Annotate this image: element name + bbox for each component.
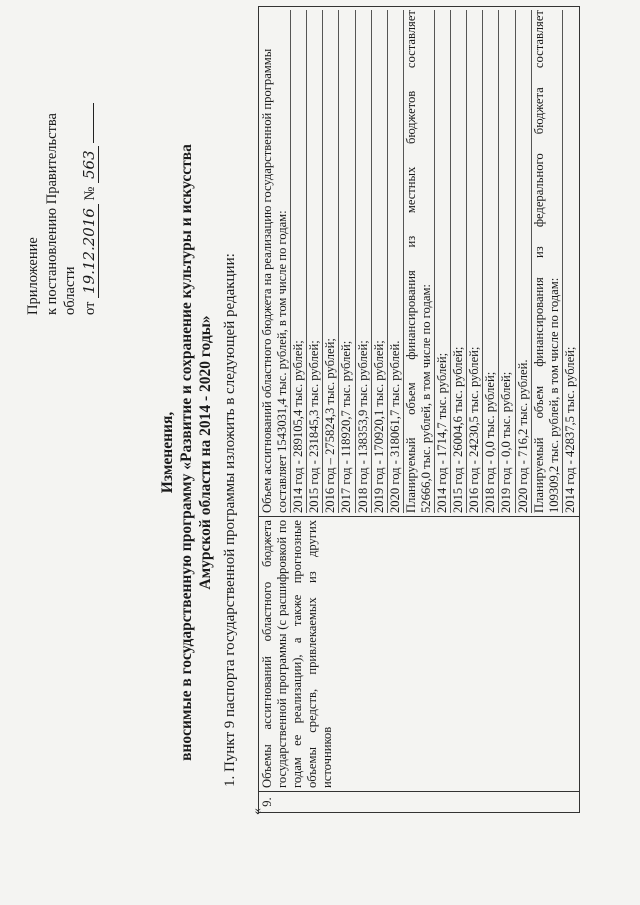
regional-intro-1: Объем ассигнований областного бюджета на реализацию государственной программы xyxy=(260,48,274,513)
date-prefix: от xyxy=(81,301,98,315)
appendix-line-3: области xyxy=(62,266,78,315)
local-year: 2016 год - 24230,5 тыс. рублей; xyxy=(466,10,482,513)
regional-year: 2018 год - 138353,9 тыс. рублей; xyxy=(355,10,371,513)
quote-mark: « xyxy=(250,808,265,815)
word: федерального xyxy=(531,153,546,228)
local-year: 2014 год - 1714,7 тыс. рублей; xyxy=(434,10,450,513)
word: местных xyxy=(403,166,418,214)
word: финансирования xyxy=(403,270,418,360)
word: объем xyxy=(403,382,418,415)
regional-year: 2014 год - 289105,4 тыс. рублей; xyxy=(290,10,306,513)
regional-year: 2020 год - 318061,7 тыс. рублей. xyxy=(387,10,403,513)
regional-year: 2015 год - 231845,3 тыс. рублей; xyxy=(306,10,322,513)
row-content xyxy=(259,7,580,517)
local-total: 52666,0 тыс. рублей, в том числе по годам: xyxy=(418,284,433,513)
document-title xyxy=(158,0,215,905)
regional-intro-2: составляет 1543031,4 тыс. рублей, в том числе по годам: xyxy=(275,210,290,513)
word: бюджета xyxy=(531,87,546,135)
local-year: 2019 год - 0,0 тыс. рублей; xyxy=(498,10,514,513)
appendix-date-line xyxy=(80,15,100,315)
appendix-line-2: к постановлению Правительства xyxy=(43,113,60,315)
table-row xyxy=(259,7,580,813)
handwritten-number: 563 xyxy=(80,146,99,183)
row-number: 9. xyxy=(259,792,580,813)
local-year: 2018 год - 0,0 тыс. рублей; xyxy=(482,10,498,513)
row-label: Объемы ассигнований областного бюджета государственной программы (с расшифровкой по годам ее реализации), а также прогнозные объемы средств, привлекаемых из других источников xyxy=(259,517,580,792)
word: бюджетов xyxy=(403,90,418,145)
federal-year: 2014 год - 42837,5 тыс. рублей; xyxy=(562,10,578,513)
word: составляет xyxy=(531,10,546,69)
appendix-line-1: Приложение xyxy=(25,237,41,315)
federal-intro xyxy=(531,10,547,513)
regional-year: 2019 год - 170920,1 тыс. рублей; xyxy=(371,10,387,513)
word: объем xyxy=(531,385,546,419)
number-underline xyxy=(93,103,94,143)
appendix-block xyxy=(24,15,99,315)
regional-year: 2016 год – 275824,3 тыс. рублей; xyxy=(322,10,338,513)
word: финансирования xyxy=(531,277,546,367)
title-line-3: Амурской области на 2014 - 2020 годы» xyxy=(197,315,214,590)
word: составляет xyxy=(403,10,418,69)
local-year: 2015 год - 26004,6 тыс. рублей; xyxy=(450,10,466,513)
local-intro xyxy=(403,10,419,513)
word: из xyxy=(531,246,546,259)
title-line-1: Изменения, xyxy=(159,411,176,494)
federal-total: 109309,2 тыс. рублей, в том числе по годам: xyxy=(546,277,561,513)
local-year: 2020 год - 716,2 тыс. рублей. xyxy=(515,10,531,513)
number-sign: № xyxy=(81,186,98,201)
title-line-2: вносимые в государственную программу «Развитие и сохранение культуры и искусства xyxy=(178,144,195,761)
handwritten-date: 19.12.2016 xyxy=(80,204,99,298)
word: Планируемый xyxy=(403,437,418,513)
word: Планируемый xyxy=(531,437,546,513)
intro-paragraph: 1. Пункт 9 паспорта государственной программы изложить в следующей редакции: xyxy=(222,253,238,787)
word: из xyxy=(403,235,418,248)
passport-table xyxy=(258,6,580,813)
regional-year: 2017 год - 118920,7 тыс. рублей; xyxy=(338,10,354,513)
